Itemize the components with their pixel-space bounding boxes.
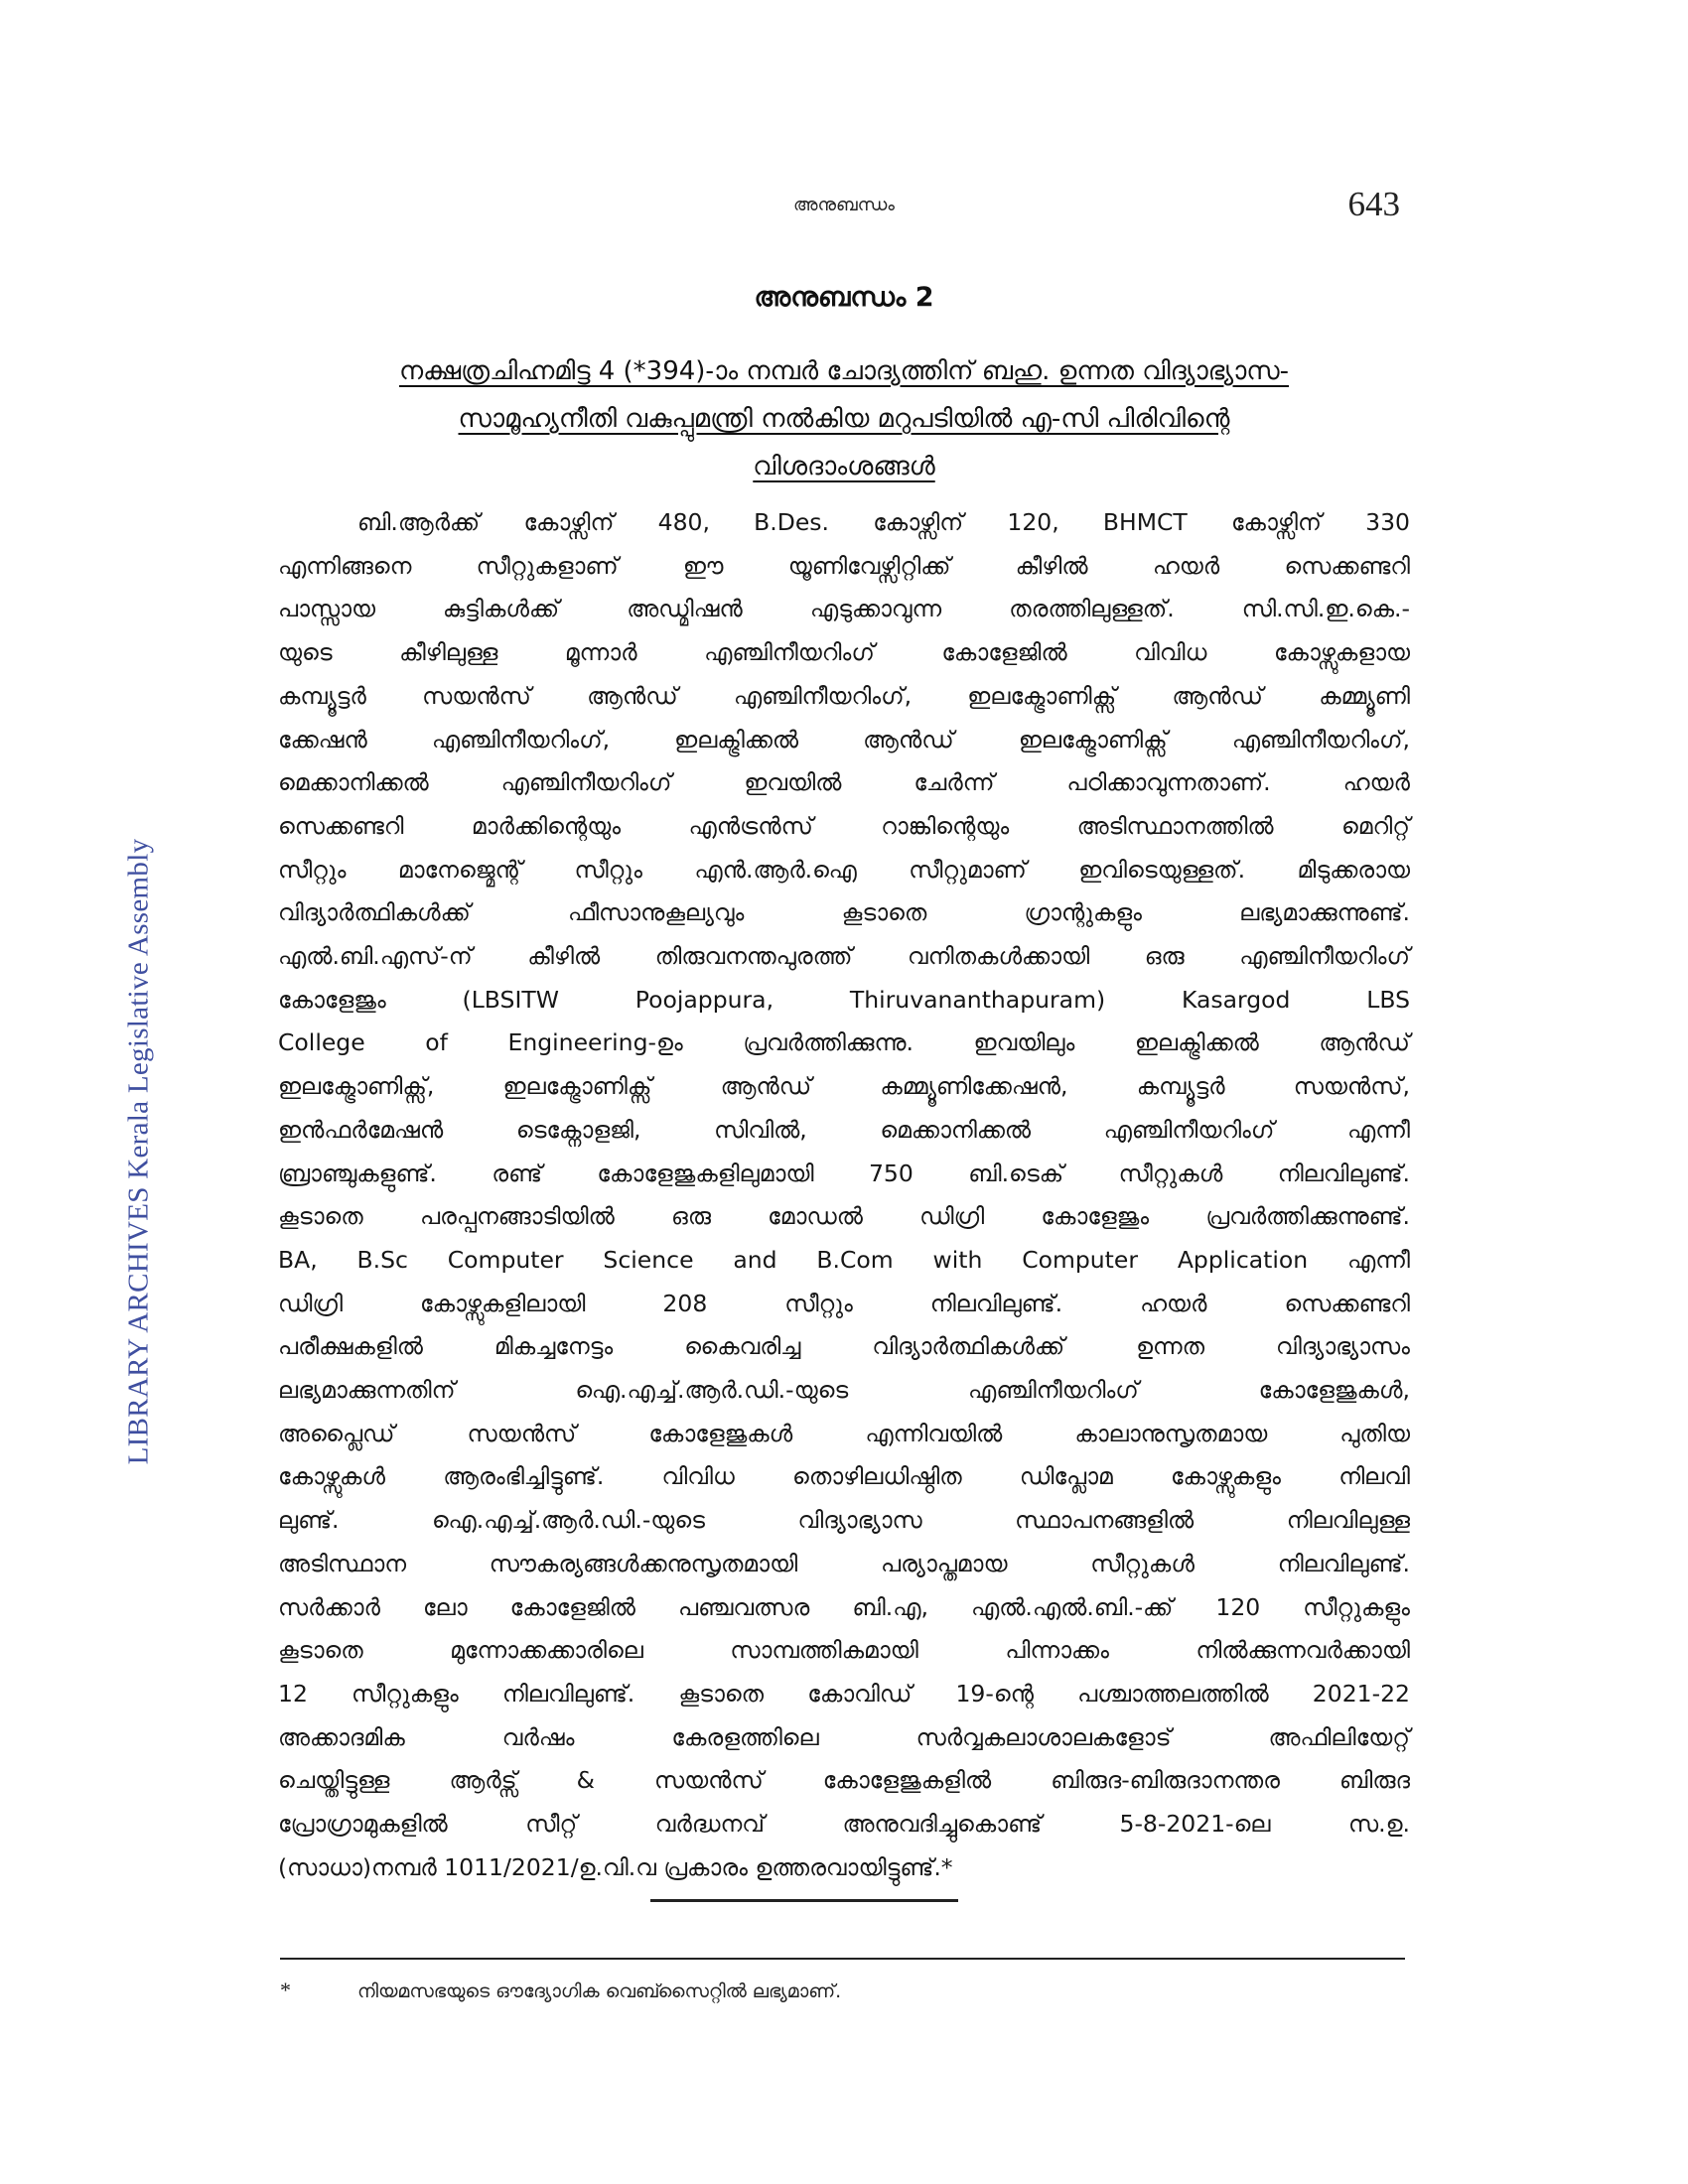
body-line: കോഴ്സുകൾ ആരംഭിച്ചിട്ടുണ്ട്. വിവിധ തൊഴിലധിഷ്ഠിത ഡിപ്ലോമ കോഴ്സുകളും നിലവി bbox=[278, 1462, 1410, 1491]
answer-body bbox=[278, 501, 1410, 1890]
body-line: വിദ്യാർത്ഥികൾക്ക് ഫീസാനുകൂല്യവും കൂടാതെ ഗ്രാന്റുകളും ലഭ്യമാക്കുന്നുണ്ട്. bbox=[278, 898, 1410, 927]
body-line: അപ്ലൈഡ് സയൻസ് കോളേജുകൾ എന്നിവയിൽ കാലാനുസൃതമായ പുതിയ bbox=[278, 1419, 1410, 1447]
body-line: 12 സീറ്റുകളും നിലവിലുണ്ട്. കൂടാതെ കോവിഡ് 19-ന്റെ പശ്ചാത്തലത്തിൽ 2021-22 bbox=[278, 1679, 1410, 1707]
body-line: ഇൻഫർമേഷൻ ടെക്നോളജി, സിവിൽ, മെക്കാനിക്കൽ എഞ്ചിനീയറിംഗ് എന്നീ bbox=[278, 1115, 1410, 1144]
footnote-mark: * bbox=[280, 1978, 291, 2002]
body-line: എൽ.ബി.എസ്-ന് കീഴിൽ തിരുവനന്തപുരത്ത് വനിതകൾക്കായി ഒരു എഞ്ചിനീയറിംഗ് bbox=[278, 942, 1410, 971]
body-line: കമ്പ്യൂട്ടർ സയൻസ് ആൻഡ് എഞ്ചിനീയറിംഗ്, ഇലക്ട്രോണിക്സ് ആൻഡ് കമ്മ്യൂണി bbox=[278, 681, 1410, 710]
body-line: ലുണ്ട്. ഐ.എച്ച്.ആർ.ഡി.-യുടെ വിദ്യാഭ്യാസ സ്ഥാപനങ്ങളിൽ നിലവിലുള്ള bbox=[278, 1506, 1410, 1535]
body-line: കൂടാതെ പരപ്പനങ്ങാടിയിൽ ഒരു മോഡൽ ഡിഗ്രി കോളേജും പ്രവർത്തിക്കുന്നുണ്ട്. bbox=[278, 1202, 1410, 1231]
heading-line: നക്ഷത്രചിഹ്നമിട്ട 4 (*394)-ാം നമ്പർ ചോദ്യത്തിന് ബഹു. ഉന്നത വിദ്യാഭ്യാസ- bbox=[399, 356, 1289, 386]
body-line: ഇലക്ട്രോണിക്സ്, ഇലക്ട്രോണിക്സ് ആൻഡ് കമ്മ്യൂണിക്കേഷൻ, കമ്പ്യൂട്ടർ സയൻസ്, bbox=[278, 1072, 1410, 1101]
body-line: College of Engineering-ഉം പ്രവർത്തിക്കുന്നു. ഇവയിലും ഇലക്ട്രിക്കൽ ആൻഡ് bbox=[278, 1028, 1410, 1057]
body-line: മെക്കാനിക്കൽ എഞ്ചിനീയറിംഗ് ഇവയിൽ ചേർന്ന് പഠിക്കാവുന്നതാണ്. ഹയർ bbox=[278, 768, 1410, 797]
page-number: 643 bbox=[1347, 185, 1400, 223]
body-line: BA, B.Sc Computer Science and B.Com with Computer Application എന്നീ bbox=[278, 1245, 1410, 1274]
body-line: ചെയ്തിട്ടുള്ള ആർട്സ് & സയൻസ് കോളേജുകളിൽ ബിരുദ-ബിരുദാനന്തര ബിരുദ bbox=[278, 1766, 1410, 1795]
body-line: ലഭ്യമാക്കുന്നതിന് ഐ.എച്ച്.ആർ.ഡി.-യുടെ എഞ്ചിനീയറിംഗ് കോളേജുകൾ, bbox=[278, 1376, 1410, 1405]
running-header: അനുബന്ധം bbox=[793, 195, 895, 215]
body-line: സീറ്റും മാനേജ്മെന്റ് സീറ്റും എൻ.ആർ.ഐ സീറ്റുമാണ് ഇവിടെയുള്ളത്. മിടുക്കരായ bbox=[278, 855, 1410, 884]
body-line: പരീക്ഷകളിൽ മികച്ചനേട്ടം കൈവരിച്ച വിദ്യാർത്ഥികൾക്ക് ഉന്നത വിദ്യാഭ്യാസം bbox=[278, 1332, 1410, 1361]
body-line: പാസ്സായ കുട്ടികൾക്ക് അഡ്മിഷൻ എടുക്കാവുന്ന തരത്തിലുള്ളത്. സി.സി.ഇ.കെ.- bbox=[278, 595, 1410, 623]
appendix-title: അനുബന്ധം 2 bbox=[754, 282, 934, 313]
footnote-divider bbox=[280, 1958, 1405, 1960]
body-line: സെക്കണ്ടറി മാർക്കിന്റെയും എൻട്രൻസ് റാങ്കിന്റെയും അടിസ്ഥാനത്തിൽ മെറിറ്റ് bbox=[278, 811, 1410, 840]
heading-line: സാമൂഹ്യനീതി വകുപ്പുമന്ത്രി നൽകിയ മറുപടിയിൽ എ-സി പിരിവിന്റെ bbox=[458, 404, 1230, 434]
body-line: അടിസ്ഥാന സൗകര്യങ്ങൾക്കനുസൃതമായി പര്യാപ്തമായ സീറ്റുകൾ നിലവിലുണ്ട്. bbox=[278, 1549, 1410, 1577]
section-end-rule bbox=[650, 1899, 958, 1902]
body-line: എന്നിങ്ങനെ സീറ്റുകളാണ് ഈ യൂണിവേഴ്സിറ്റിക്ക് കീഴിൽ ഹയർ സെക്കണ്ടറി bbox=[278, 551, 1410, 580]
library-archives-watermark: LIBRARY ARCHIVES Kerala Legislative Assembly bbox=[122, 838, 155, 1465]
body-line: ക്കേഷൻ എഞ്ചിനീയറിംഗ്, ഇലക്ട്രിക്കൽ ആൻഡ് ഇലക്ട്രോണിക്സ് എഞ്ചിനീയറിംഗ്, bbox=[278, 725, 1410, 753]
body-line: പ്രോഗ്രാമുകളിൽ സീറ്റ് വർദ്ധനവ് അനുവദിച്ചുകൊണ്ട് 5-8-2021-ലെ സ.ഉ. bbox=[278, 1810, 1410, 1839]
body-line: ബ്രാഞ്ചുകളുണ്ട്. രണ്ട് കോളേജുകളിലുമായി 750 ബി.ടെക് സീറ്റുകൾ നിലവിലുണ്ട്. bbox=[278, 1159, 1410, 1187]
body-line: ഡിഗ്രി കോഴ്സുകളിലായി 208 സീറ്റും നിലവിലുണ്ട്. ഹയർ സെക്കണ്ടറി bbox=[278, 1289, 1410, 1317]
body-line: കൂടാതെ മുന്നോക്കക്കാരിലെ സാമ്പത്തികമായി പിന്നാക്കം നിൽക്കുന്നവർക്കായി bbox=[278, 1636, 1410, 1665]
heading-line: വിശദാംശങ്ങൾ bbox=[753, 452, 935, 481]
footnote bbox=[280, 1978, 1405, 2003]
body-line: യുടെ കീഴിലുള്ള മൂന്നാർ എഞ്ചിനീയറിംഗ് കോളേജിൽ വിവിധ കോഴ്സുകളായ bbox=[278, 638, 1410, 667]
body-line: അക്കാദമിക വർഷം കേരളത്തിലെ സർവ്വകലാശാലകളോട് അഫിലിയേറ്റ് bbox=[278, 1722, 1410, 1751]
question-heading bbox=[288, 347, 1400, 490]
body-line: ബി.ആർക്ക് കോഴ്സിന് 480, B.Des. കോഴ്സിന് 120, BHMCT കോഴ്സിന് 330 bbox=[357, 508, 1410, 536]
body-line: സർക്കാർ ലോ കോളേജിൽ പഞ്ചവത്സര ബി.എ, എൽ.എൽ.ബി.-ക്ക് 120 സീറ്റുകളും bbox=[278, 1592, 1410, 1621]
body-line: കോളേജും (LBSITW Poojappura, Thiruvananthapuram) Kasargod LBS bbox=[278, 985, 1410, 1014]
footnote-text: നിയമസഭയുടെ ഔദ്യോഗിക വെബ്സൈറ്റിൽ ലഭ്യമാണ്. bbox=[357, 1980, 842, 2002]
body-line: (സാധാ)നമ്പർ 1011/2021/ഉ.വി.വ പ്രകാരം ഉത്തരവായിട്ടുണ്ട്.* bbox=[278, 1852, 953, 1881]
